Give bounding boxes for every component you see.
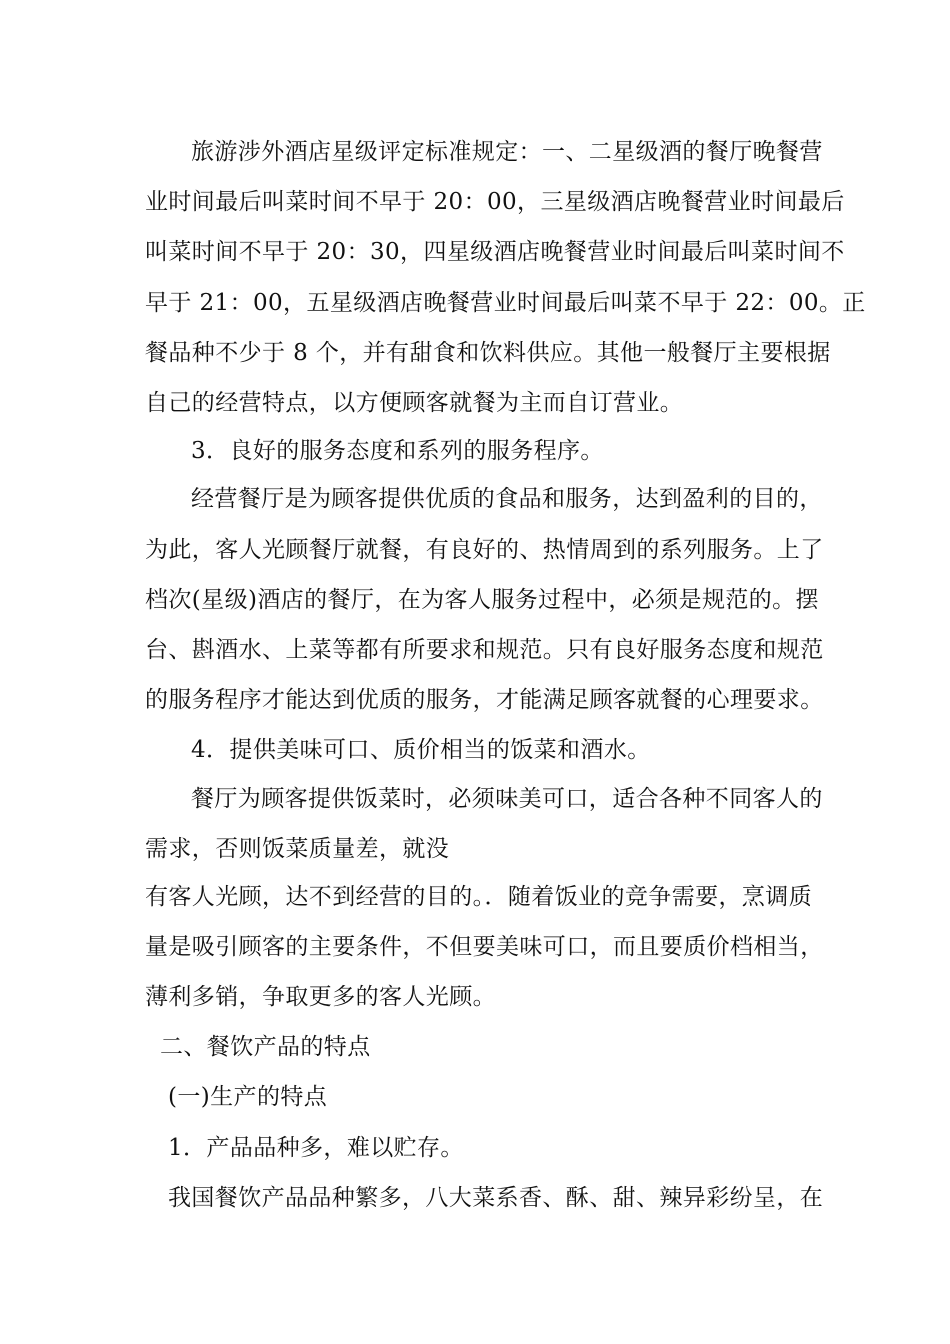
paragraph-line: 需求，否则饭菜质量差，就没 (145, 836, 450, 862)
paragraph-line: 叫菜时间不早于 20：30，四星级酒店晚餐营业时间最后叫菜时间不 (145, 239, 845, 265)
paragraph-line: 档次(星级)酒店的餐厅，在为客人服务过程中，必须是规范的。摆 (145, 587, 819, 613)
paragraph-line: 我国餐饮产品品种繁多，八大菜系香、酥、甜、辣异彩纷呈，在 (168, 1185, 824, 1211)
section-heading: 3．良好的服务态度和系列的服务程序。 (191, 438, 604, 464)
paragraph-line: 旅游涉外酒店星级评定标准规定：一、二星级酒的餐厅晚餐营 (191, 139, 823, 165)
paragraph-line: 的服务程序才能达到优质的服务，才能满足顾客就餐的心理要求。 (145, 687, 824, 713)
paragraph-line: 自己的经营特点，以方便顾客就餐为主而自订营业。 (145, 390, 684, 416)
section-heading: 4．提供美味可口、质价相当的饭菜和酒水。 (191, 737, 651, 763)
paragraph-line: 量是吸引顾客的主要条件，不但要美味可口，而且要质价档相当， (145, 934, 824, 960)
subsection-heading: (一)生产的特点 (168, 1084, 328, 1110)
paragraph-line: 餐品种不少于 8 个，并有甜食和饮料供应。其他一般餐厅主要根据 (145, 340, 831, 366)
paragraph-line: 台、斟酒水、上菜等都有所要求和规范。只有良好服务态度和规范 (145, 637, 824, 663)
chapter-heading: 二、餐饮产品的特点 (160, 1034, 371, 1060)
paragraph-line: 餐厅为顾客提供饭菜时，必须味美可口，适合各种不同客人的 (191, 786, 823, 812)
paragraph-line: 经营餐厅是为顾客提供优质的食品和服务，达到盈利的目的， (191, 486, 823, 512)
paragraph-line: 为此，客人光顾餐厅就餐，有良好的、热情周到的系列服务。上了 (145, 537, 824, 563)
paragraph-line: 早于 21：00，五星级酒店晚餐营业时间最后叫菜不早于 22：00。正 (145, 290, 866, 316)
paragraph-line: 薄利多销，争取更多的客人光顾。 (145, 984, 496, 1010)
paragraph-line: 业时间最后叫菜时间不早于 20：00，三星级酒店晚餐营业时间最后 (145, 189, 845, 215)
paragraph-line: 有客人光顾，达不到经营的目的。．随着饭业的竞争需要，烹调质 (145, 884, 813, 910)
section-heading: 1．产品品种多，难以贮存。 (168, 1135, 464, 1161)
